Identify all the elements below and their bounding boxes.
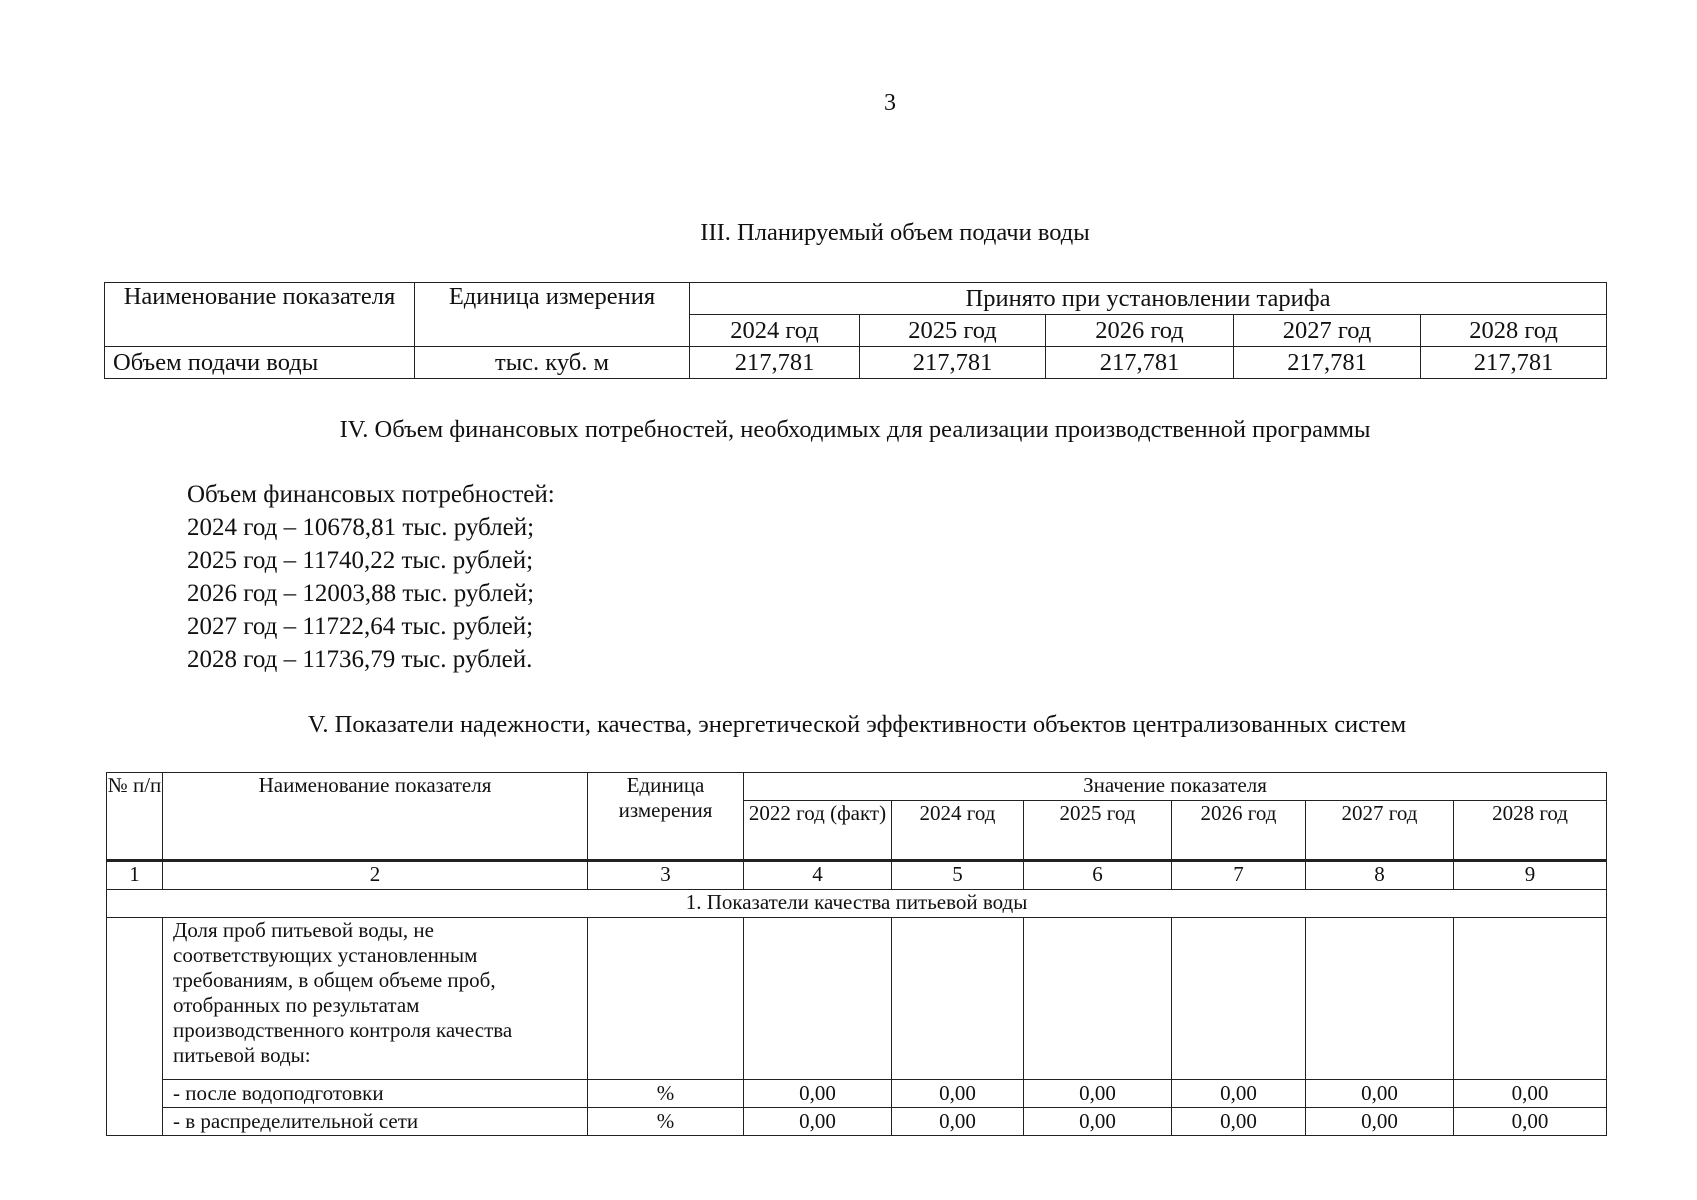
row-unit: тыс. куб. м bbox=[415, 347, 690, 379]
column-number: 5 bbox=[892, 861, 1024, 890]
empty-cell bbox=[1454, 918, 1607, 1080]
section-4-title: IV. Объем финансовых потребностей, необходимых для реализации производственной программы bbox=[339, 416, 1371, 443]
header-year: 2025 год bbox=[1024, 801, 1172, 861]
header-value: Значение показателя bbox=[744, 773, 1607, 801]
table-row bbox=[107, 1080, 1607, 1108]
table-row bbox=[107, 1108, 1607, 1136]
header-year: 2025 год bbox=[860, 315, 1046, 347]
column-number: 7 bbox=[1172, 861, 1306, 890]
header-no: № п/п bbox=[107, 773, 163, 861]
header-year: 2027 год bbox=[1234, 315, 1421, 347]
empty-cell bbox=[892, 918, 1024, 1080]
empty-cell bbox=[1024, 918, 1172, 1080]
header-indicator: Наименование показателя bbox=[105, 283, 415, 347]
row-value: 0,00 bbox=[744, 1080, 892, 1108]
row-name: Объем подачи воды bbox=[105, 347, 415, 379]
row-value: 0,00 bbox=[1024, 1080, 1172, 1108]
row-value: 217,781 bbox=[1421, 347, 1607, 379]
financial-needs-intro: Объем финансовых потребностей: bbox=[187, 481, 555, 508]
header-year: 2024 год bbox=[892, 801, 1024, 861]
column-number: 6 bbox=[1024, 861, 1172, 890]
row-value: 0,00 bbox=[892, 1080, 1024, 1108]
water-supply-table bbox=[104, 282, 1607, 379]
financial-line: 2025 год – 11740,22 тыс. рублей; bbox=[187, 547, 534, 574]
header-unit: Единица измерения bbox=[588, 773, 744, 861]
header-accepted: Принято при установлении тарифа bbox=[690, 283, 1607, 315]
financial-line: 2026 год – 12003,88 тыс. рублей; bbox=[187, 580, 535, 607]
financial-needs bbox=[187, 478, 555, 676]
empty-cell bbox=[744, 918, 892, 1080]
indicator-description: Доля проб питьевой воды, не соответствующих установленным требованиям, в общем объеме проб, отобранных по результатам производственного контроля качества питьевой воды: bbox=[163, 918, 588, 1080]
column-number: 2 bbox=[163, 861, 588, 890]
row-name: - после водоподготовки bbox=[163, 1080, 588, 1108]
column-number: 8 bbox=[1306, 861, 1454, 890]
row-value: 0,00 bbox=[892, 1108, 1024, 1136]
financial-line: 2024 год – 10678,81 тыс. рублей; bbox=[187, 514, 535, 541]
header-year: 2026 год bbox=[1046, 315, 1234, 347]
row-name: - в распределительной сети bbox=[163, 1108, 588, 1136]
row-value: 0,00 bbox=[1454, 1080, 1607, 1108]
column-number: 3 bbox=[588, 861, 744, 890]
header-year: 2028 год bbox=[1421, 315, 1607, 347]
row-value: 217,781 bbox=[1234, 347, 1421, 379]
header-year: 2027 год bbox=[1306, 801, 1454, 861]
row-value: 217,781 bbox=[860, 347, 1046, 379]
header-year: 2026 год bbox=[1172, 801, 1306, 861]
row-unit: % bbox=[588, 1080, 744, 1108]
header-year: 2022 год (факт) bbox=[744, 801, 892, 861]
header-indicator: Наименование показателя bbox=[163, 773, 588, 861]
header-year: 2024 год bbox=[690, 315, 860, 347]
page-number: 3 bbox=[884, 90, 896, 116]
row-value: 0,00 bbox=[1306, 1108, 1454, 1136]
section-5-title: V. Показатели надежности, качества, энергетической эффективности объектов централизованных систем bbox=[307, 711, 1407, 738]
column-number: 9 bbox=[1454, 861, 1607, 890]
header-year: 2028 год bbox=[1454, 801, 1607, 861]
row-number-cell bbox=[107, 918, 163, 1136]
column-number: 4 bbox=[744, 861, 892, 890]
section-3-title: III. Планируемый объем подачи воды bbox=[700, 219, 1090, 246]
financial-line: 2027 год – 11722,64 тыс. рублей; bbox=[187, 613, 534, 640]
row-value: 217,781 bbox=[1046, 347, 1234, 379]
row-value: 217,781 bbox=[690, 347, 860, 379]
empty-cell bbox=[1306, 918, 1454, 1080]
row-value: 0,00 bbox=[1024, 1108, 1172, 1136]
row-value: 0,00 bbox=[1172, 1108, 1306, 1136]
row-unit: % bbox=[588, 1108, 744, 1136]
financial-line: 2028 год – 11736,79 тыс. рублей. bbox=[187, 646, 533, 673]
group-title: 1. Показатели качества питьевой воды bbox=[107, 890, 1607, 918]
row-value: 0,00 bbox=[744, 1108, 892, 1136]
row-value: 0,00 bbox=[1306, 1080, 1454, 1108]
empty-cell bbox=[588, 918, 744, 1080]
row-value: 0,00 bbox=[1172, 1080, 1306, 1108]
column-number: 1 bbox=[107, 861, 163, 890]
header-unit: Единица измерения bbox=[415, 283, 690, 347]
row-value: 0,00 bbox=[1454, 1108, 1607, 1136]
empty-cell bbox=[1172, 918, 1306, 1080]
indicators-table bbox=[106, 772, 1607, 1136]
